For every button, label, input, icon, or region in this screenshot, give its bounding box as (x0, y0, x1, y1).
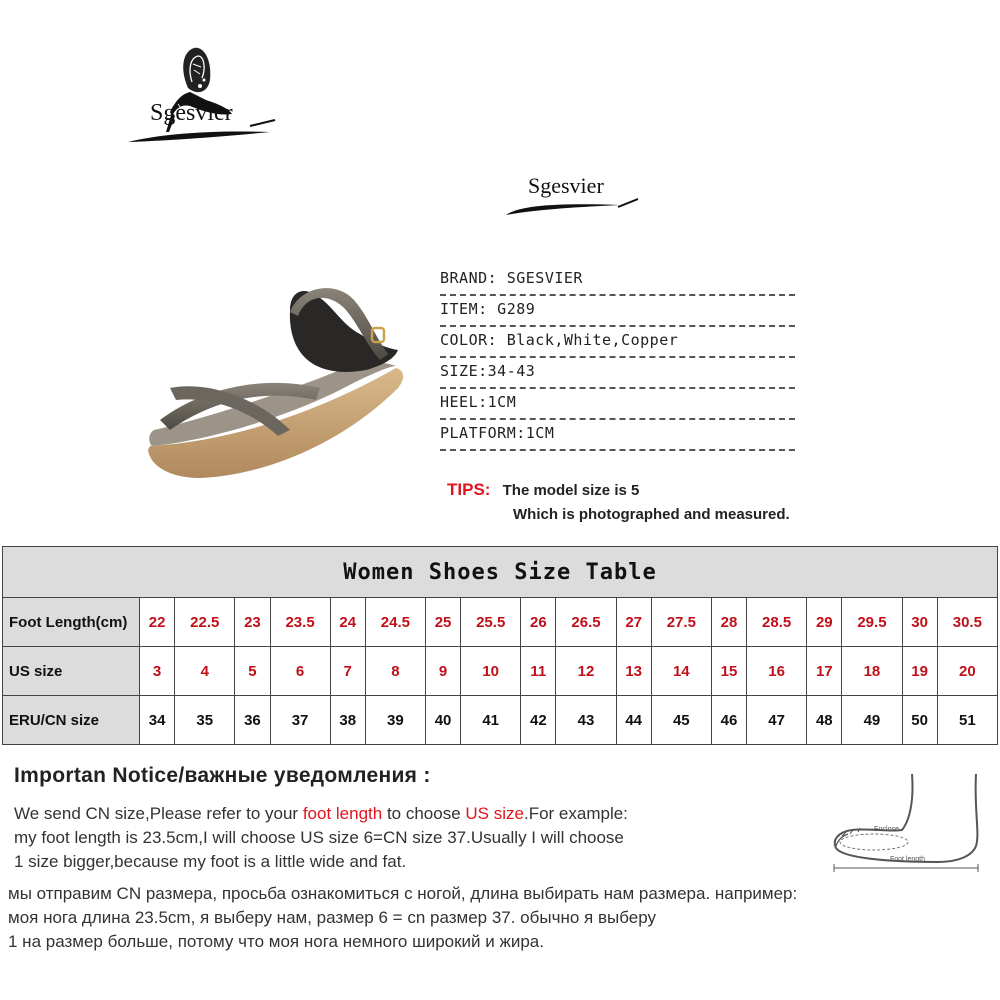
size-cell: 13 (616, 647, 651, 696)
size-cell: 22 (140, 598, 175, 647)
size-cell: 45 (651, 696, 711, 745)
size-cell: 47 (747, 696, 807, 745)
size-cell: 44 (616, 696, 651, 745)
size-cell: 41 (461, 696, 521, 745)
size-cell: 20 (937, 647, 997, 696)
spec-color: COLOR: Black,White,Copper (440, 328, 795, 358)
spec-brand: BRAND: SGESVIER (440, 266, 795, 296)
size-cell: 30.5 (937, 598, 997, 647)
size-cell: 22.5 (175, 598, 235, 647)
size-cell: 37 (270, 696, 330, 745)
size-cell: 23.5 (270, 598, 330, 647)
size-cell: 10 (461, 647, 521, 696)
notice-en-line2: my foot length is 23.5cm,I will choose US size 6=CN size 37.Usually I will choose (14, 828, 624, 847)
brand-logo (120, 40, 290, 160)
size-cell: 26 (521, 598, 556, 647)
size-cell: 14 (651, 647, 711, 696)
size-cell: 46 (711, 696, 746, 745)
size-cell: 35 (175, 696, 235, 745)
size-cell: 38 (330, 696, 365, 745)
size-cell: 16 (747, 647, 807, 696)
notice-ru-line2: моя нога длина 23.5cm, я выберу нам, размер 6 = cn размер 37. обычно я выберу (8, 908, 656, 927)
spec-heel: HEEL:1CM (440, 390, 795, 420)
size-cell: 50 (902, 696, 937, 745)
size-cell: 5 (235, 647, 270, 696)
foot-diagram (828, 770, 988, 875)
size-cell: 49 (842, 696, 902, 745)
brand-logo-small (500, 165, 645, 225)
swoosh-icon (500, 195, 645, 219)
size-cell: 17 (807, 647, 842, 696)
size-cell: 36 (235, 696, 270, 745)
size-cell: 51 (937, 696, 997, 745)
size-cell: 15 (711, 647, 746, 696)
size-cell: 42 (521, 696, 556, 745)
size-cell: 28 (711, 598, 746, 647)
size-cell: 48 (807, 696, 842, 745)
row-label: US size (3, 647, 140, 696)
size-cell: 40 (425, 696, 460, 745)
foot-length-label: Foot length (890, 856, 926, 863)
table-row (3, 647, 998, 696)
size-cell: 24.5 (365, 598, 425, 647)
notice-ru-line1: мы отправим CN размера, просьба ознакомиться с ногой, длина выбирать нам размера. например: (8, 884, 798, 903)
size-cell: 9 (425, 647, 460, 696)
notice-title: Importan Notice/важные уведомления : (14, 764, 431, 787)
size-cell: 11 (521, 647, 556, 696)
size-cell: 6 (270, 647, 330, 696)
size-cell: 27 (616, 598, 651, 647)
size-table (2, 546, 998, 745)
size-cell: 4 (175, 647, 235, 696)
row-label: Foot Length(cm) (3, 598, 140, 647)
size-table-title: Women Shoes Size Table (3, 547, 998, 598)
size-cell: 7 (330, 647, 365, 696)
size-cell: 39 (365, 696, 425, 745)
size-cell: 26.5 (556, 598, 616, 647)
tips-line2: Which is photographed and measured. (513, 506, 790, 523)
size-cell: 28.5 (747, 598, 807, 647)
tips-label: TIPS: (447, 480, 491, 499)
size-cell: 23 (235, 598, 270, 647)
sandal-icon (140, 270, 420, 500)
table-row (3, 598, 998, 647)
brand-logo-small-text: Sgesvier (528, 173, 604, 198)
size-cell: 12 (556, 647, 616, 696)
size-cell: 18 (842, 647, 902, 696)
table-row (3, 696, 998, 745)
brand-logo-text: Sgesvier (150, 100, 233, 126)
spec-item: ITEM: G289 (440, 297, 795, 327)
size-cell: 29.5 (842, 598, 902, 647)
row-label: ERU/CN size (3, 696, 140, 745)
size-cell: 25 (425, 598, 460, 647)
size-cell: 3 (140, 647, 175, 696)
size-cell: 34 (140, 696, 175, 745)
notice-ru-line3: 1 на размер больше, потому что моя нога немного широкий и жира. (8, 932, 544, 951)
size-cell: 24 (330, 598, 365, 647)
size-cell: 43 (556, 696, 616, 745)
enclose-label: Enclose (874, 826, 899, 833)
notice-en-line3: 1 size bigger,because my foot is a little wide and fat. (14, 852, 407, 871)
size-cell: 25.5 (461, 598, 521, 647)
tips (447, 478, 790, 527)
size-cell: 27.5 (651, 598, 711, 647)
size-cell: 29 (807, 598, 842, 647)
size-cell: 30 (902, 598, 937, 647)
tips-line1: The model size is 5 (502, 482, 640, 499)
foot-length-highlight: foot length (302, 804, 383, 823)
size-cell: 19 (902, 647, 937, 696)
us-size-highlight: US size (465, 804, 524, 823)
size-cell: 8 (365, 647, 425, 696)
notice-en-line1: We send CN size,Please refer to your foot length to choose US size.For example: (14, 804, 628, 823)
spec-size: SIZE:34-43 (440, 359, 795, 389)
product-image (140, 270, 420, 500)
spec-platform: PLATFORM:1CM (440, 421, 795, 451)
